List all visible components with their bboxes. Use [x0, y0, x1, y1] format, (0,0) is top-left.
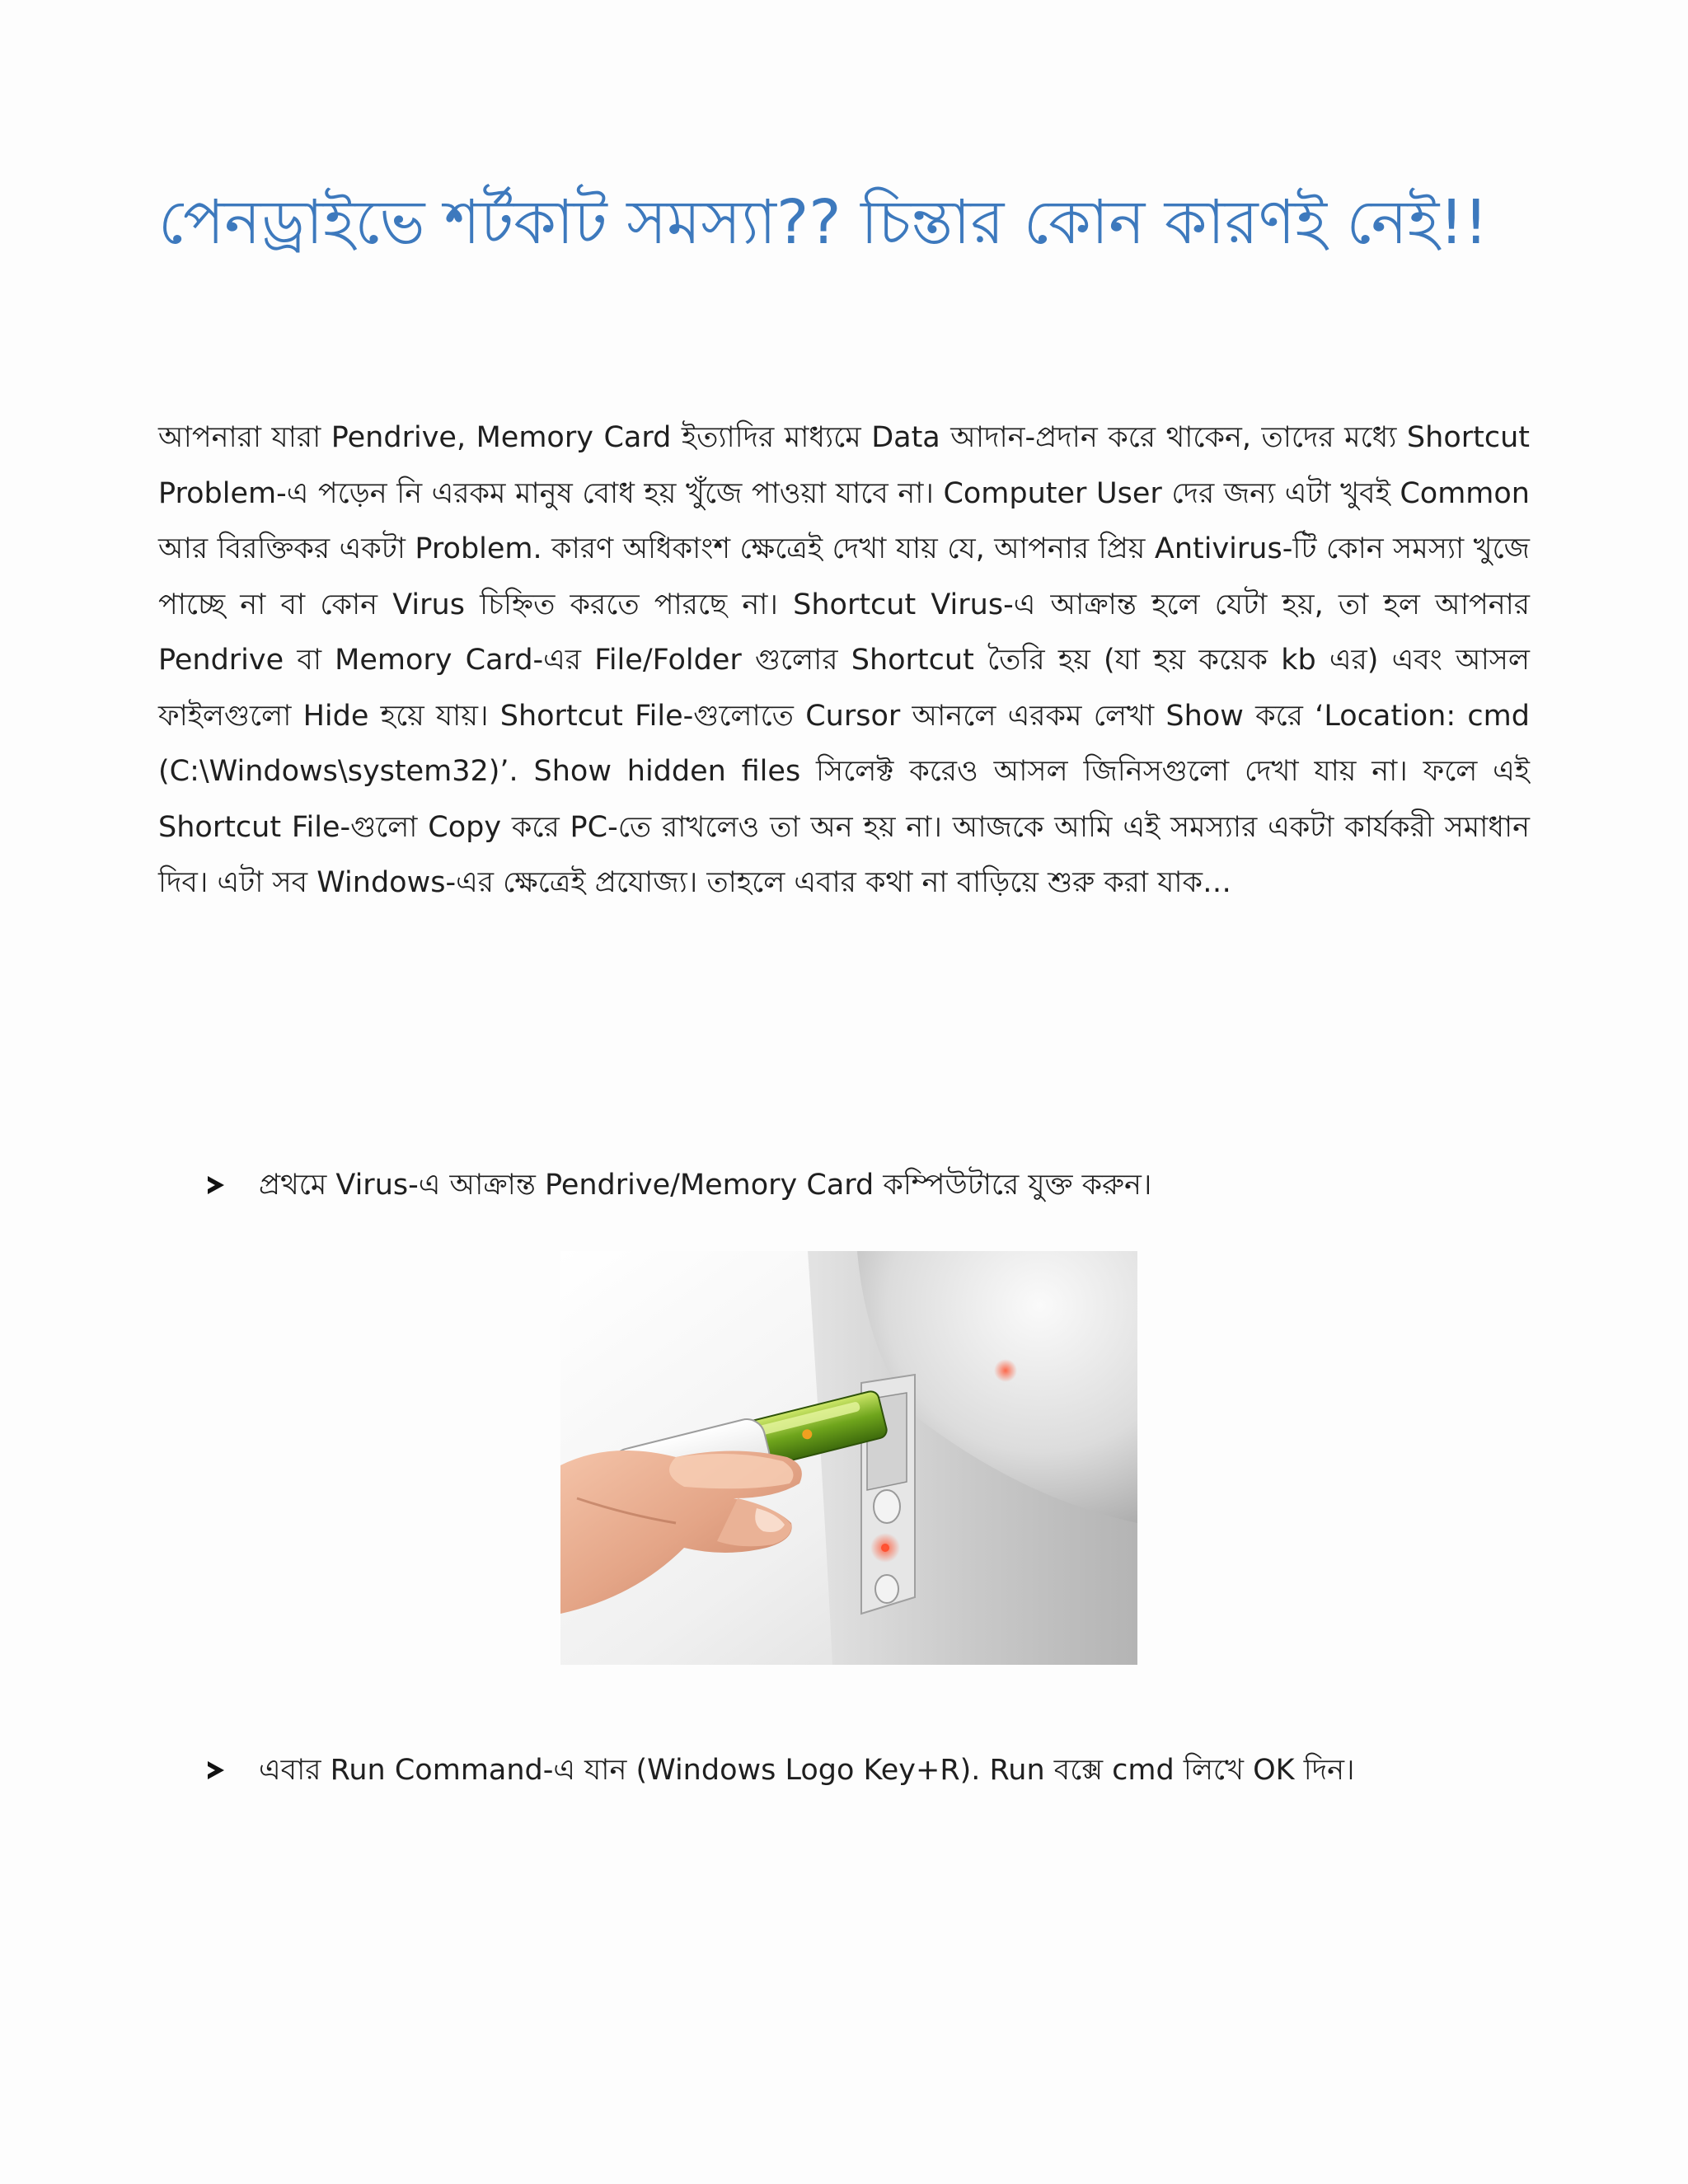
usb-insert-illustration	[560, 1251, 1137, 1665]
step-item	[208, 1746, 1543, 1795]
arrowhead-bullet-icon	[208, 1176, 224, 1194]
step-text: এবার Run Command-এ যান (Windows Logo Key+R). Run বক্সে cmd লিখে OK দিন।	[259, 1754, 1355, 1787]
arrowhead-bullet-icon	[208, 1761, 224, 1779]
step-text: প্রথমে Virus-এ আক্রান্ত Pendrive/Memory Card কম্পিউটারে যুক্ত করুন।	[259, 1169, 1152, 1202]
usb-insert-photo	[560, 1251, 1137, 1665]
intro-paragraph: আপনারা যারা Pendrive, Memory Card ইত্যাদির মাধ্যমে Data আদান-প্রদান করে থাকেন, তাদের মধ্যে Shortcut Problem-এ পড়েন নি এরকম মানুষ বোধ হয় খুঁজে পাওয়া যাবে না। Computer User দের জন্য এটা খুবই Common আর বিরক্তিকর একটা Problem. কারণ অধিকাংশ ক্ষেত্রেই দেখা যায় যে, আপনার প্রিয় Antivirus-টি কোন সমস্যা খুজে পাচ্ছে না বা কোন Virus চিহ্নিত করতে পারছে না। Shortcut Virus-এ আক্রান্ত হলে যেটা হয়, তা হল আপনার Pendrive বা Memory Card-এর File/Folder গুলোর Shortcut তৈরি হয় (যা হয় কয়েক kb এর) এবং আসল ফাইলগুলো Hide হয়ে যায়। Shortcut File-গুলোতে Cursor আনলে এরকম লেখা Show করে ‘Location: cmd (C:\Windows\system32)’. Show hidden files সিলেক্ট করেও আসল জিনিসগুলো দেখা যায় না। ফলে এই Shortcut File-গুলো Copy করে PC-তে রাখলেও তা অন হয় না। আজকে আমি এই সমস্যার একটা কার্যকরী সমাধান দিব। এটা সব Windows-এর ক্ষেত্রেই প্রযোজ্য। তাহলে এবার কথা না বাড়িয়ে শুরু করা যাক…	[158, 421, 1530, 899]
step-item	[208, 1160, 1543, 1210]
page-title: পেনড্রাইভে শর্টকাট সমস্যা?? চিন্তার কোন কারণই নেই!!	[158, 187, 1489, 258]
